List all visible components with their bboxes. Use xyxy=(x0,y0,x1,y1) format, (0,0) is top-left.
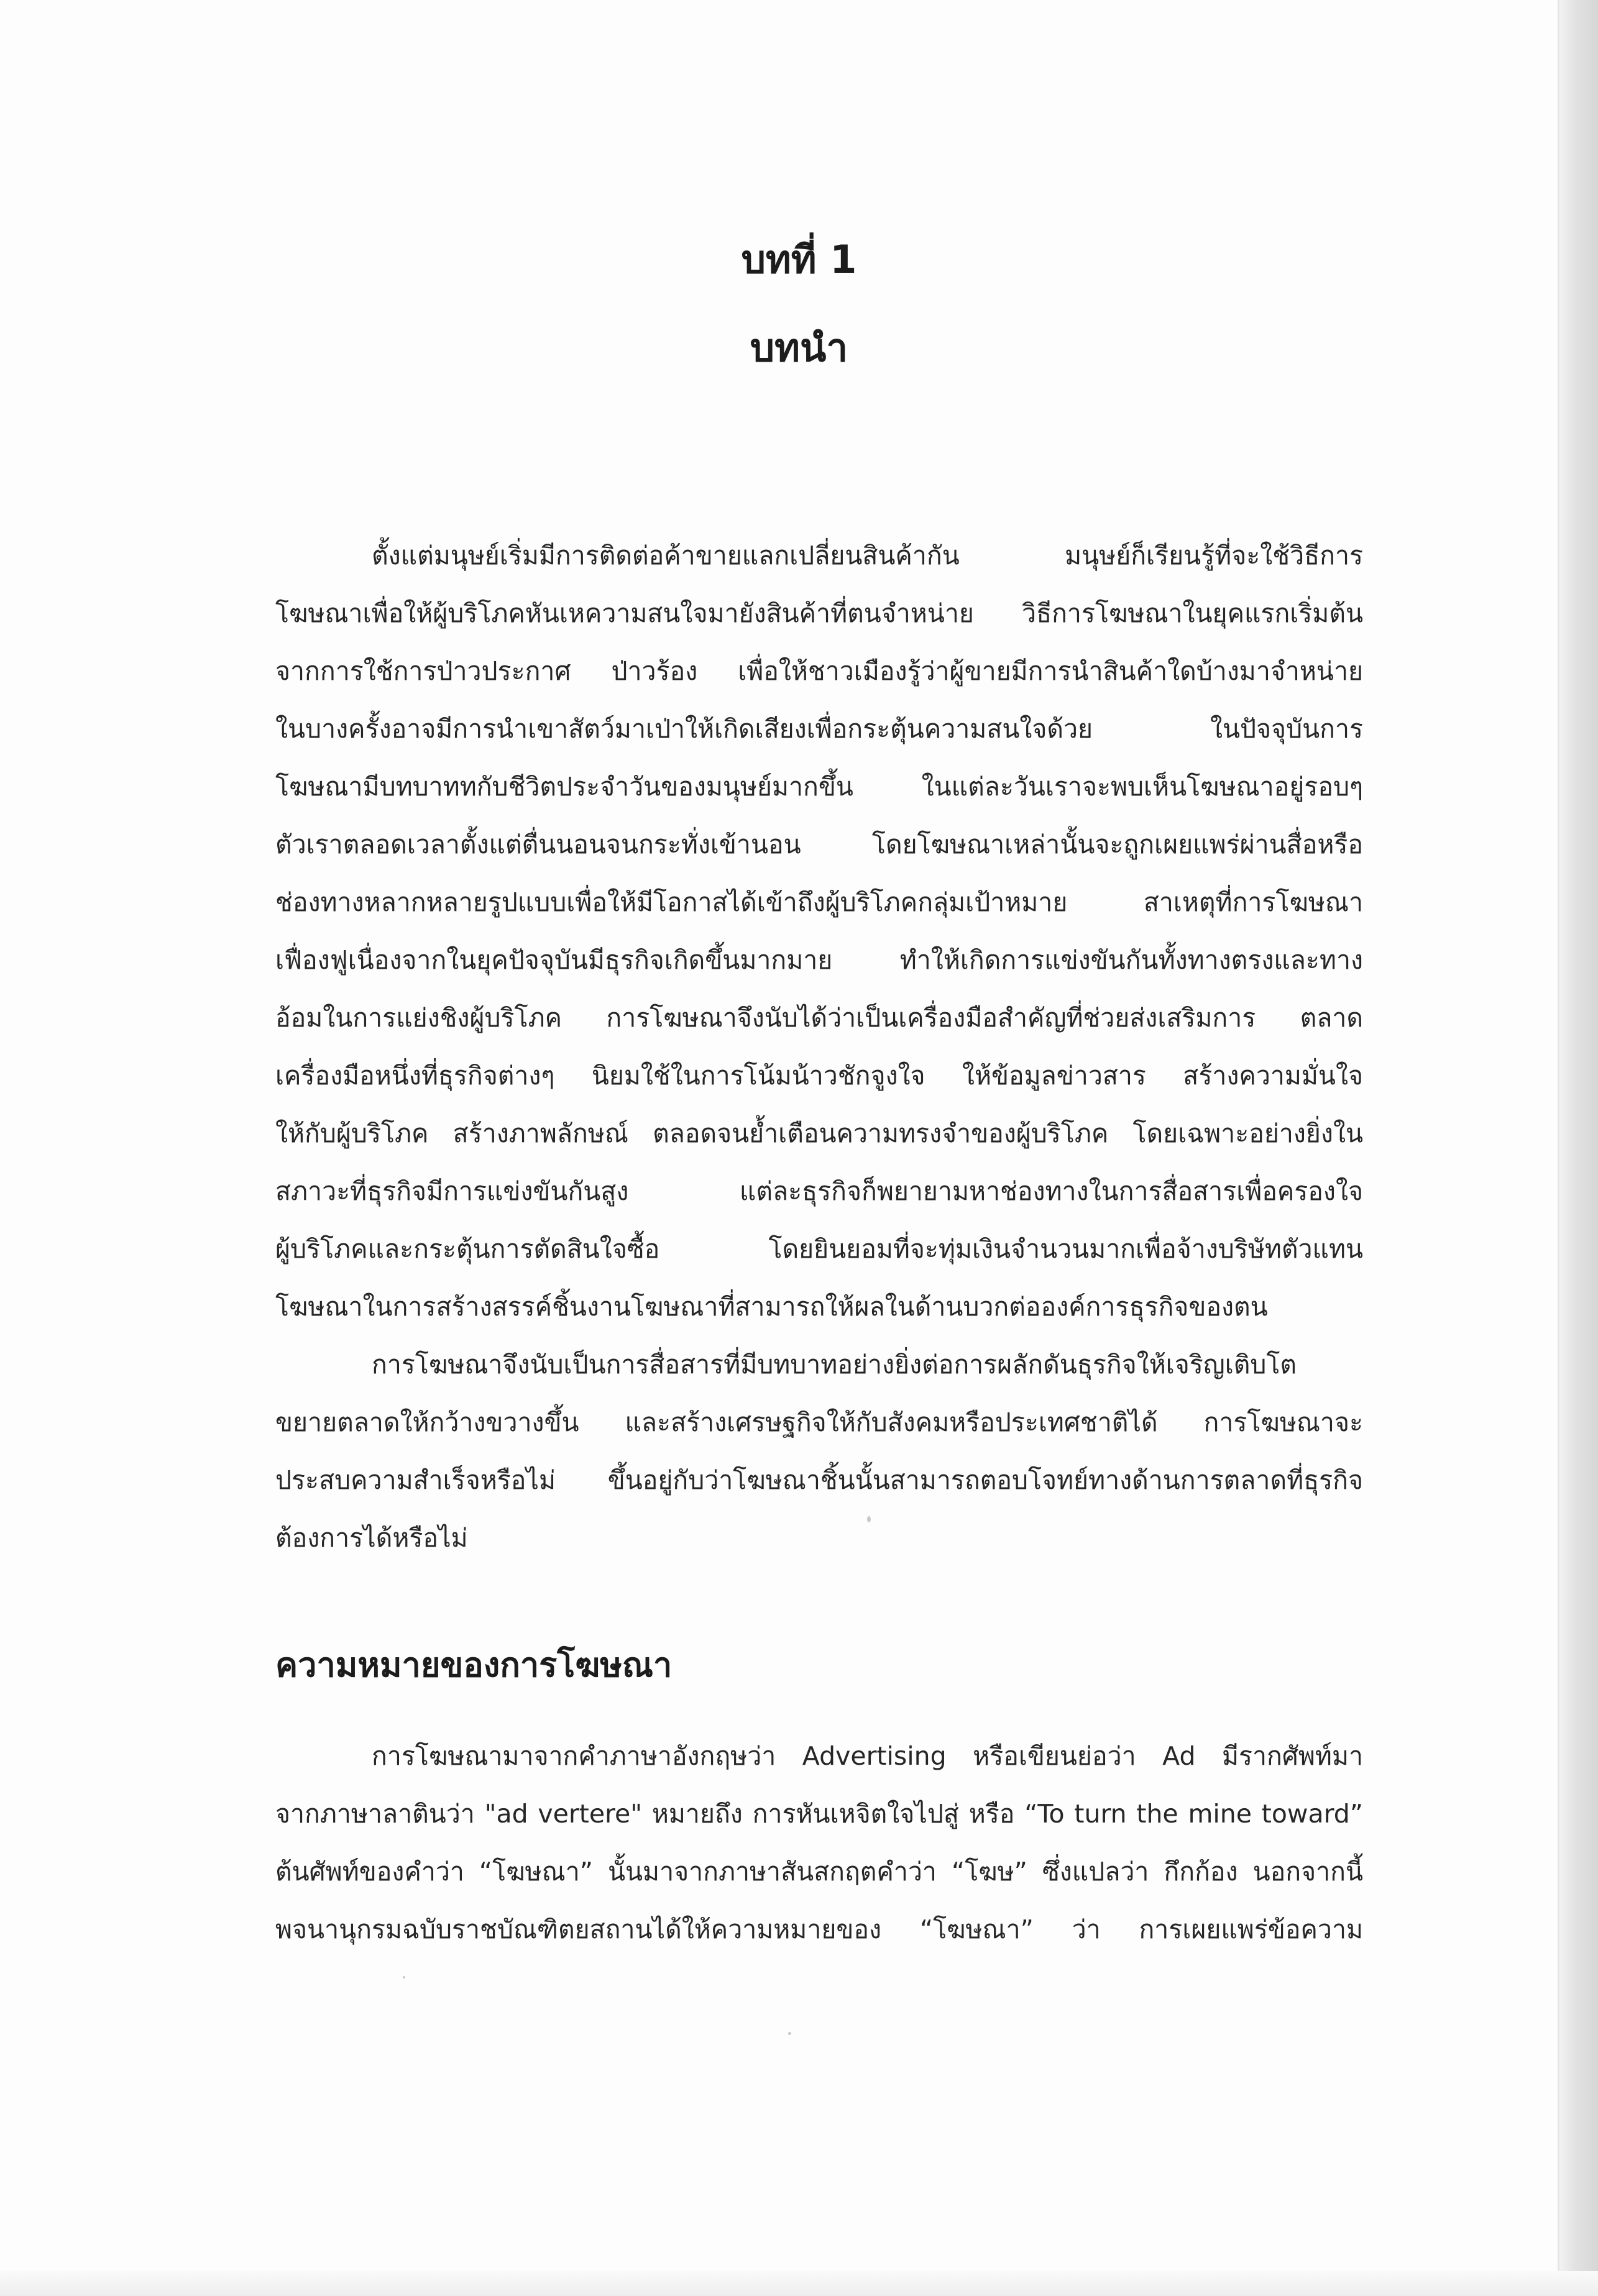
paragraph-line: ต้นศัพท์ของคำว่า “โฆษณา” นั้นมาจากภาษาสันสกฤตคำว่า “โฆษ” ซึ่งแปลว่า กึกก้อง นอกจากนี้ xyxy=(275,1857,1363,1887)
paragraph-line: อ้อมในการแย่งชิงผู้บริโภค การโฆษณาจึงนับได้ว่าเป็นเครื่องมือสำคัญที่ช่วยส่งเสริมการ ตลาด xyxy=(275,1003,1363,1033)
paragraph-line: การโฆษณามาจากคำภาษาอังกฤษว่า Advertising หรือเขียนย่อว่า Ad มีรากศัพท์มา xyxy=(372,1741,1363,1771)
scan-speck xyxy=(788,2032,791,2035)
scan-speck xyxy=(403,1976,405,1978)
page-bottom-shadow xyxy=(0,2271,1598,2296)
paragraph-line: โฆษณามีบทบาททกับชีวิตประจำวันของมนุษย์มากขึ้น ในแต่ละวันเราจะพบเห็นโฆษณาอยู่รอบๆ xyxy=(275,772,1363,802)
paragraph-line: ให้กับผู้บริโภค สร้างภาพลักษณ์ ตลอดจนย้ำเตือนความทรงจำของผู้บริโภค โดยเฉพาะอย่างยิ่งใน xyxy=(275,1118,1363,1148)
chapter-number: บทที่ 1 xyxy=(741,237,857,282)
paragraph-line: โฆษณาเพื่อให้ผู้บริโภคหันเหความสนใจมายังสินค้าที่ตนจำหน่าย วิธีการโฆษณาในยุคแรกเริ่มต้น xyxy=(275,598,1363,628)
paragraph-line: ประสบความสำเร็จหรือไม่ ขึ้นอยู่กับว่าโฆษณาชิ้นนั้นสามารถตอบโจทย์ทางด้านการตลาดที่ธุรกิจ xyxy=(275,1465,1363,1495)
paragraph-line: ช่องทางหลากหลายรูปแบบเพื่อให้มีโอกาสได้เข้าถึงผู้บริโภคกลุ่มเป้าหมาย สาเหตุที่การโฆษณา xyxy=(275,887,1363,917)
paragraph-line: ตัวเราตลอดเวลาตั้งแต่ตื่นนอนจนกระทั่งเข้านอน โดยโฆษณาเหล่านั้นจะถูกเผยแพร่ผ่านสื่อหรือ xyxy=(275,830,1363,859)
paragraph-line: เครื่องมือหนึ่งที่ธุรกิจต่างๆ นิยมใช้ในการโน้มน้าวชักจูงใจ ให้ข้อมูลข่าวสาร สร้างความมั่นใจ xyxy=(275,1061,1363,1091)
paragraph-line: การโฆษณาจึงนับเป็นการสื่อสารที่มีบทบาทอย่างยิ่งต่อการผลักดันธุรกิจให้เจริญเติบโต xyxy=(372,1350,1297,1379)
paragraph-line: สภาวะที่ธุรกิจมีการแข่งขันกันสูง แต่ละธุรกิจก็พยายามหาช่องทางในการสื่อสารเพื่อครองใจ xyxy=(275,1176,1363,1206)
paragraph-line: ผู้บริโภคและกระตุ้นการตัดสินใจซื้อ โดยยินยอมที่จะทุ่มเงินจำนวนมากเพื่อจ้างบริษัทตัวแทน xyxy=(275,1234,1363,1264)
paragraph-meaning xyxy=(275,1727,1363,1959)
paragraph-intro xyxy=(275,527,1363,1336)
scan-speck xyxy=(867,1516,871,1522)
paragraph-line: จากภาษาลาตินว่า "ad vertere" หมายถึง การหันเหจิตใจไปสู่ หรือ “To turn the mine toward” xyxy=(275,1799,1363,1829)
paragraph-line: ต้องการได้หรือไม่ xyxy=(275,1523,468,1553)
paragraph-line: ตั้งแต่มนุษย์เริ่มมีการติดต่อค้าขายแลกเปลี่ยนสินค้ากัน มนุษย์ก็เรียนรู้ที่จะใช้วิธีการ xyxy=(372,541,1363,570)
chapter-title: บทนำ xyxy=(750,325,848,370)
paragraph-line: พจนานุกรมฉบับราชบัณฑิตยสถานได้ให้ความหมายของ “โฆษณา” ว่า การเผยแพร่ข้อความ xyxy=(275,1914,1363,1944)
paragraph-line: จากการใช้การป่าวประกาศ ป่าวร้อง เพื่อให้ชาวเมืองรู้ว่าผู้ขายมีการนำสินค้าใดบ้างมาจำหน่าย xyxy=(275,656,1363,686)
paragraph-line: ขยายตลาดให้กว้างขวางขึ้น และสร้างเศรษฐกิจให้กับสังคมหรือประเทศชาติได้ การโฆษณาจะ xyxy=(275,1407,1363,1437)
section-heading: ความหมายของการโฆษณา xyxy=(275,1645,673,1685)
paragraph-line: โฆษณาในการสร้างสรรค์ชิ้นงานโฆษณาที่สามารถให้ผลในด้านบวกต่อองค์การธุรกิจของตน xyxy=(275,1292,1268,1322)
paragraph-line: เฟื่องฟูเนื่องจากในยุคปัจจุบันมีธุรกิจเกิดขึ้นมากมาย ทำให้เกิดการแข่งขันกันทั้งทางตรงและทาง xyxy=(275,945,1363,975)
paragraph-line: ในบางครั้งอาจมีการนำเขาสัตว์มาเป่าให้เกิดเสียงเพื่อกระตุ้นความสนใจด้วย ในปัจจุบันการ xyxy=(275,714,1363,744)
paragraph-role xyxy=(275,1336,1363,1567)
